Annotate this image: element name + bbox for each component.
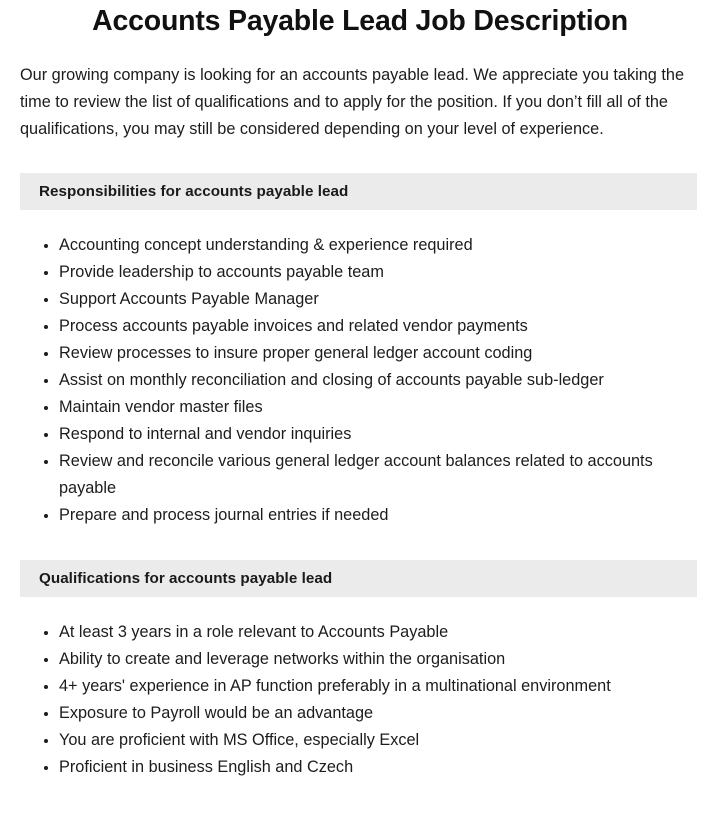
list-item: Process accounts payable invoices and related vendor payments [0, 313, 720, 340]
qualifications-heading-label: Qualifications for accounts payable lead [39, 569, 333, 587]
list-item: Review processes to insure proper general ledger account coding [0, 340, 720, 367]
list-item: Ability to create and leverage networks within the organisation [0, 646, 720, 673]
list-item: Support Accounts Payable Manager [0, 286, 720, 313]
list-item: Maintain vendor master files [0, 394, 720, 421]
list-item: 4+ years' experience in AP function preferably in a multinational environment [0, 673, 720, 700]
list-item: Provide leadership to accounts payable team [0, 259, 720, 286]
list-item: You are proficient with MS Office, especially Excel [0, 727, 720, 754]
responsibilities-section-header [20, 173, 697, 210]
qualifications-section-header [20, 560, 697, 597]
list-item: At least 3 years in a role relevant to Accounts Payable [0, 619, 720, 646]
list-item: Assist on monthly reconciliation and closing of accounts payable sub-ledger [0, 367, 720, 394]
list-item: Proficient in business English and Czech [0, 754, 720, 781]
responsibilities-list [0, 210, 720, 529]
qualifications-list [0, 597, 720, 781]
page-title: Accounts Payable Lead Job Description [92, 5, 628, 37]
list-item: Respond to internal and vendor inquiries [0, 421, 720, 448]
list-item: Accounting concept understanding & experience required [0, 232, 720, 259]
list-item: Review and reconcile various general ledger account balances related to accounts payable [0, 448, 720, 502]
intro-paragraph: Our growing company is looking for an accounts payable lead. We appreciate you taking the time to review the list of qualifications and to apply for the position. If you don’t fill all of the qualifications, you may still be considered depending on your level of experience. [20, 66, 685, 138]
responsibilities-heading-label: Responsibilities for accounts payable lead [39, 182, 349, 200]
list-item: Exposure to Payroll would be an advantage [0, 700, 720, 727]
qualifications-section [0, 529, 720, 781]
responsibilities-section [0, 143, 720, 529]
list-item: Prepare and process journal entries if needed [0, 502, 720, 529]
